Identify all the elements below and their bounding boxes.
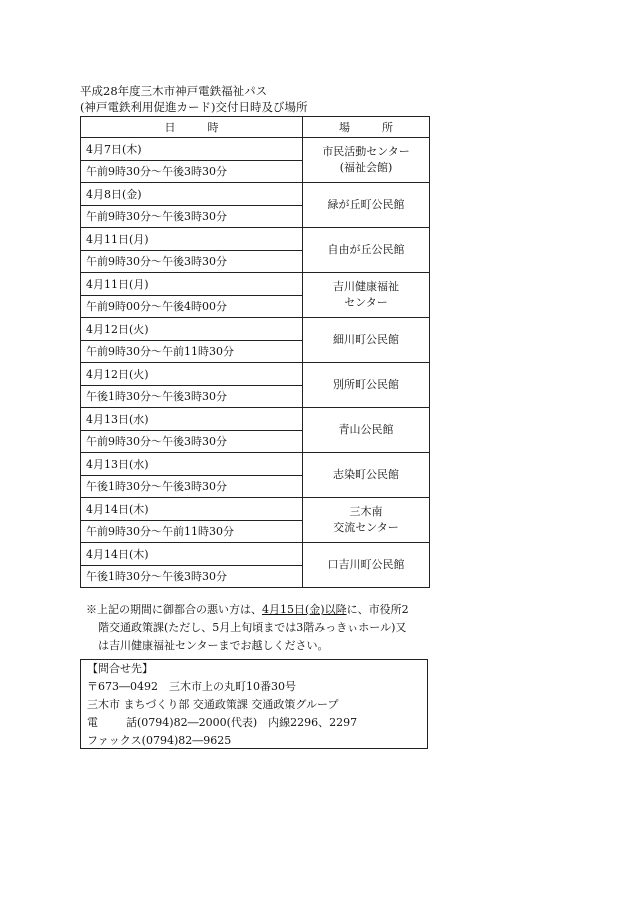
document-title-line2: (神戸電鉄利用促進カード)交付日時及び場所 — [80, 100, 308, 114]
schedule-body — [81, 138, 430, 588]
row-time: 午前9時30分～午後3時30分 — [81, 205, 303, 228]
row-date: 4月12日(火) — [81, 318, 303, 341]
header-datetime: 日 時 — [81, 117, 303, 138]
table-row — [81, 363, 430, 386]
row-place: 細川町公民館 — [303, 318, 430, 363]
row-time: 午前9時30分～午前11時30分 — [81, 520, 303, 543]
row-place: 市民活動センター (福祉会館) — [303, 138, 430, 183]
row-date: 4月8日(金) — [81, 183, 303, 206]
contact-address: 〒673―0492 三木市上の丸町10番30号 — [87, 680, 296, 693]
alt-date-underlined: 4月15日(金)以降 — [262, 603, 347, 616]
row-place: 三木南 交流センター — [303, 498, 430, 543]
contact-heading: 【問合せ先】 — [87, 662, 153, 675]
row-place: 吉川健康福祉 センター — [303, 273, 430, 318]
row-date: 4月14日(木) — [81, 543, 303, 566]
notice-text: ※上記の期間に御都合の悪い方は、4月15日(金)以降に、市役所2 階交通政策課(ただし、5月上旬頃までは3階みっきぃホール)又 は吉川健康福祉センターまでお越しください。 — [86, 603, 409, 652]
row-place: 別所町公民館 — [303, 363, 430, 408]
row-time: 午前9時00分～午後4時00分 — [81, 295, 303, 318]
row-date: 4月12日(火) — [81, 363, 303, 386]
row-place: 青山公民館 — [303, 408, 430, 453]
row-date: 4月7日(木) — [81, 138, 303, 161]
row-time: 午後1時30分～午後3時30分 — [81, 475, 303, 498]
contact-department: 三木市 まちづくり部 交通政策課 交通政策グループ — [87, 698, 339, 711]
header-place: 場 所 — [303, 117, 430, 138]
document-title-line1: 平成28年度三木市神戸電鉄福祉パス — [80, 84, 268, 98]
row-date: 4月11日(月) — [81, 273, 303, 296]
row-place: 志染町公民館 — [303, 453, 430, 498]
contact-phone: 電 話(0794)82―2000(代表) 内線2296、2297 — [87, 716, 358, 729]
row-place: 自由が丘公民館 — [303, 228, 430, 273]
row-date: 4月13日(水) — [81, 453, 303, 476]
table-row — [81, 318, 430, 341]
table-header-row — [81, 117, 430, 138]
row-time: 午前9時30分～午後3時30分 — [81, 430, 303, 453]
row-time: 午前9時30分～午前11時30分 — [81, 340, 303, 363]
row-time: 午前9時30分～午後3時30分 — [81, 160, 303, 183]
row-time: 午前9時30分～午後3時30分 — [81, 250, 303, 273]
row-date: 4月11日(月) — [81, 228, 303, 251]
schedule-table — [80, 116, 430, 588]
table-row — [81, 543, 430, 566]
table-row — [81, 408, 430, 431]
row-time: 午後1時30分～午後3時30分 — [81, 565, 303, 588]
row-date: 4月13日(水) — [81, 408, 303, 431]
row-time: 午後1時30分～午後3時30分 — [81, 385, 303, 408]
table-row — [81, 183, 430, 206]
table-row — [81, 453, 430, 476]
row-place: 緑が丘町公民館 — [303, 183, 430, 228]
table-row — [81, 498, 430, 521]
contact-box — [80, 659, 428, 749]
table-row — [81, 228, 430, 251]
row-date: 4月14日(木) — [81, 498, 303, 521]
table-row — [81, 273, 430, 296]
contact-fax: ファックス(0794)82―9625 — [87, 734, 232, 747]
table-row — [81, 138, 430, 161]
row-place: 口吉川町公民館 — [303, 543, 430, 588]
